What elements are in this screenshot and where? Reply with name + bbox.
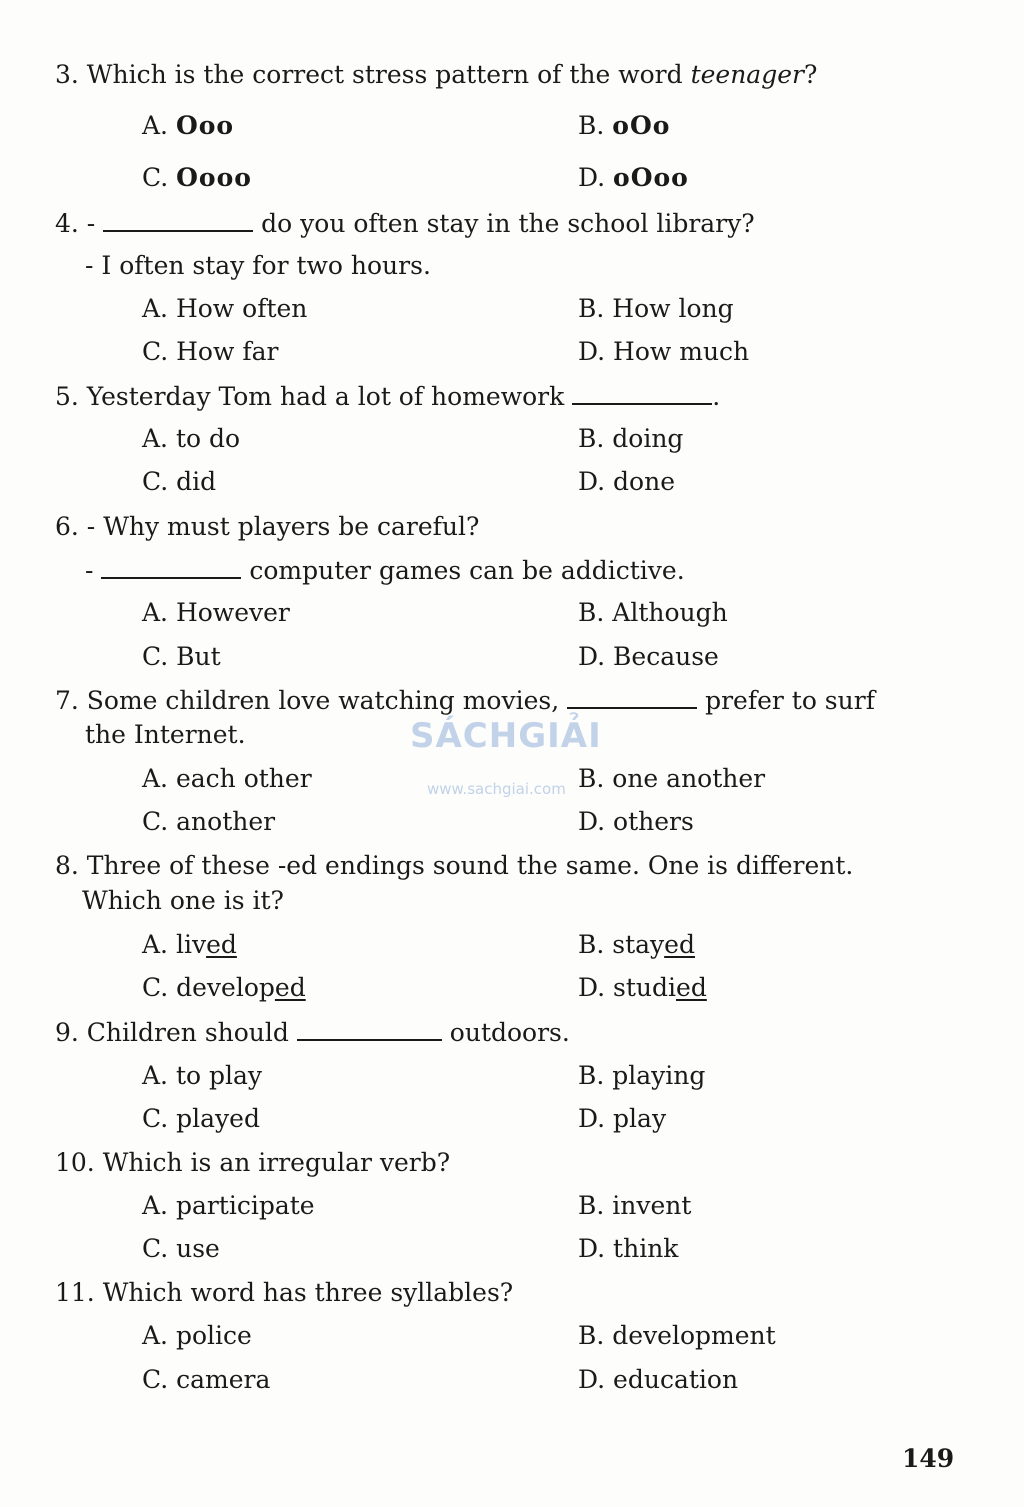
q10-option-c: C. use xyxy=(142,1234,220,1263)
q3-option-b: B. oOo xyxy=(578,111,671,140)
q8-option-a: A. lived xyxy=(142,930,237,959)
q5-option-b: B. doing xyxy=(578,424,684,453)
answer-blank xyxy=(572,381,712,405)
q5-option-a: A. to do xyxy=(142,424,241,453)
q11-option-c: C. camera xyxy=(142,1365,271,1394)
q3-option-d: D. oOoo xyxy=(578,163,689,192)
q10-option-a: A. participate xyxy=(142,1191,315,1220)
q9-option-b: B. playing xyxy=(578,1061,706,1090)
q4-option-c: C. How far xyxy=(142,337,279,366)
question-4: 4. - do you often stay in the school library? xyxy=(55,209,755,238)
q5-option-c: C. did xyxy=(142,467,217,496)
q4-option-b: B. How long xyxy=(578,294,734,323)
q8-option-b: B. stayed xyxy=(578,930,695,959)
question-5: 5. Yesterday Tom had a lot of homework . xyxy=(55,382,721,411)
answer-blank xyxy=(297,1017,442,1041)
question-10: 10. Which is an irregular verb? xyxy=(55,1148,451,1177)
q6-option-d: D. Because xyxy=(578,642,719,671)
q6-option-a: A. However xyxy=(142,598,290,627)
q4-option-d: D. How much xyxy=(578,337,750,366)
question-9: 9. Children should outdoors. xyxy=(55,1018,570,1047)
question-6: 6. - Why must players be careful? xyxy=(55,512,480,541)
q4-option-a: A. How often xyxy=(142,294,308,323)
question-7-line2: the Internet. xyxy=(85,720,246,749)
question-8-line2: Which one is it? xyxy=(82,886,284,915)
question-8: 8. Three of these -ed endings sound the same. One is different. xyxy=(55,851,854,880)
question-6-reply: - computer games can be addictive. xyxy=(85,556,685,585)
q3-option-a: A. Ooo xyxy=(142,111,235,140)
q7-option-a: A. each other xyxy=(142,764,312,793)
answer-blank xyxy=(103,208,253,232)
q8-option-c: C. developed xyxy=(142,973,306,1002)
page-number: 149 xyxy=(902,1444,955,1473)
question-4-reply: - I often stay for two hours. xyxy=(85,251,431,280)
watermark-url: www.sachgiai.com xyxy=(427,780,566,798)
q9-option-c: C. played xyxy=(142,1104,260,1133)
q11-option-a: A. police xyxy=(142,1321,252,1350)
q9-option-a: A. to play xyxy=(142,1061,263,1090)
question-3: 3. Which is the correct stress pattern of the word teenager? xyxy=(55,60,818,89)
question-7: 7. Some children love watching movies, prefer to surf xyxy=(55,686,875,715)
answer-blank xyxy=(567,685,697,709)
question-3-keyword: teenager xyxy=(690,60,804,89)
q11-option-b: B. development xyxy=(578,1321,776,1350)
q6-option-c: C. But xyxy=(142,642,221,671)
q9-option-d: D. play xyxy=(578,1104,667,1133)
question-11: 11. Which word has three syllables? xyxy=(55,1278,514,1307)
q7-option-b: B. one another xyxy=(578,764,766,793)
q6-option-b: B. Although xyxy=(578,598,728,627)
q11-option-d: D. education xyxy=(578,1365,739,1394)
q5-option-d: D. done xyxy=(578,467,675,496)
q10-option-d: D. think xyxy=(578,1234,679,1263)
q7-option-d: D. others xyxy=(578,807,694,836)
answer-blank xyxy=(101,555,241,579)
q10-option-b: B. invent xyxy=(578,1191,692,1220)
q7-option-c: C. another xyxy=(142,807,276,836)
q8-option-d: D. studied xyxy=(578,973,707,1002)
watermark-brand: SÁCHGIẢI xyxy=(410,716,602,756)
q3-option-c: C. Oooo xyxy=(142,163,252,192)
